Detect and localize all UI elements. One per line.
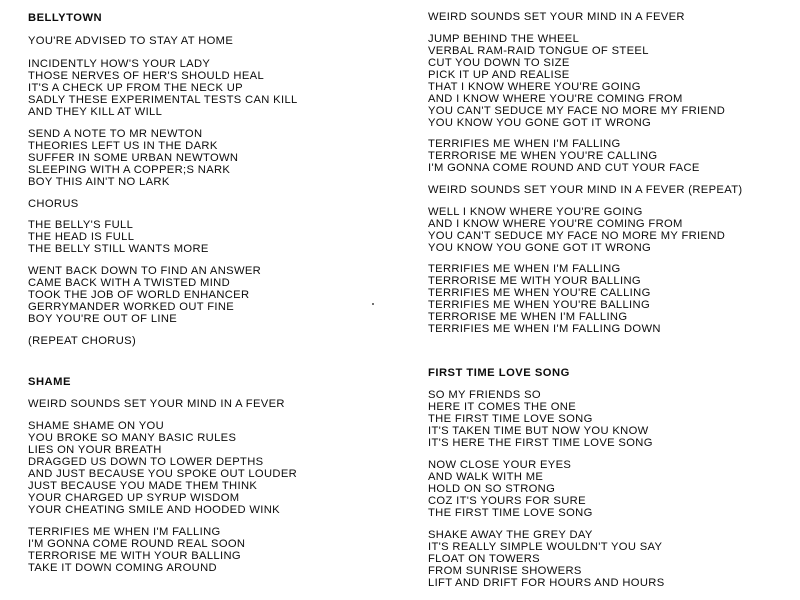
lyric-line: TOOK THE JOB OF WORLD ENHANCER xyxy=(28,289,250,301)
lyric-line: THEORIES LEFT US IN THE DARK xyxy=(28,140,218,152)
lyric-line: IT'S A CHECK UP FROM THE NECK UP xyxy=(28,82,243,94)
lyric-line: AND I KNOW WHERE YOU'RE COMING FROM xyxy=(428,218,683,230)
lyric-line: FROM SUNRISE SHOWERS xyxy=(428,565,582,577)
lyric-line: IT'S REALLY SIMPLE WOULDN'T YOU SAY xyxy=(428,541,663,553)
lyric-line: YOU BROKE SO MANY BASIC RULES xyxy=(28,432,237,444)
lyric-line: CAME BACK WITH A TWISTED MIND xyxy=(28,277,231,289)
lyric-line: AND WALK WITH ME xyxy=(428,471,544,483)
lyric-line: BOY YOU'RE OUT OF LINE xyxy=(28,313,178,325)
lyric-line: SUFFER IN SOME URBAN NEWTOWN xyxy=(28,152,239,164)
lyric-line: I'M GONNA COME ROUND REAL SOON xyxy=(28,538,246,550)
lyric-line: HERE IT COMES THE ONE xyxy=(428,401,577,413)
lyric-line: IT'S HERE THE FIRST TIME LOVE SONG xyxy=(428,437,653,449)
lyric-line: JUMP BEHIND THE WHEEL xyxy=(428,33,580,45)
lyric-line: YOU KNOW YOU GONE GOT IT WRONG xyxy=(428,242,652,254)
lyric-line: TERRIFIES ME WHEN I'M FALLING xyxy=(28,526,221,538)
lyric-line: GERRYMANDER WORKED OUT FINE xyxy=(28,301,235,313)
lyric-line: PICK IT UP AND REALISE xyxy=(428,69,570,81)
lyric-line: SHAME SHAME ON YOU xyxy=(28,420,165,432)
lyric-line: TERRORISE ME WHEN YOU'RE CALLING xyxy=(428,150,658,162)
lyric-line: YOU CAN'T SEDUCE MY FACE NO MORE MY FRIEND xyxy=(428,105,726,117)
lyric-line: YOU CAN'T SEDUCE MY FACE NO MORE MY FRIEND xyxy=(428,230,726,242)
lyric-line: IT'S TAKEN TIME BUT NOW YOU KNOW xyxy=(428,425,649,437)
lyric-line: YOU'RE ADVISED TO STAY AT HOME xyxy=(28,35,234,47)
lyric-line: THE FIRST TIME LOVE SONG xyxy=(428,507,593,519)
lyric-line: THE BELLY'S FULL xyxy=(28,219,134,231)
lyric-line: JUST BECAUSE YOU MADE THEM THINK xyxy=(28,480,258,492)
lyric-line: YOU KNOW YOU GONE GOT IT WRONG xyxy=(428,117,652,129)
lyric-line: TAKE IT DOWN COMING AROUND xyxy=(28,562,217,574)
lyric-line: SLEEPING WITH A COPPER;S NARK xyxy=(28,164,231,176)
lyric-line: COZ IT'S YOURS FOR SURE xyxy=(428,495,586,507)
repeat-chorus-note: (REPEAT CHORUS) xyxy=(28,335,137,347)
lyric-line: THAT I KNOW WHERE YOU'RE GOING xyxy=(428,81,641,93)
lyric-line: YOUR CHARGED UP SYRUP WISDOM xyxy=(28,492,240,504)
lyric-line: AND THEY KILL AT WILL xyxy=(28,106,163,118)
lyric-line: INCIDENTLY HOW'S YOUR LADY xyxy=(28,58,211,70)
lyric-line: VERBAL RAM-RAID TONGUE OF STEEL xyxy=(428,45,649,57)
lyric-line: HOLD ON SO STRONG xyxy=(428,483,556,495)
lyric-line: THE FIRST TIME LOVE SONG xyxy=(428,413,593,425)
lyric-line: FLOAT ON TOWERS xyxy=(428,553,540,565)
song-title: FIRST TIME LOVE SONG xyxy=(428,367,570,379)
lyric-line: TERRIFIES ME WHEN I'M FALLING xyxy=(428,263,621,275)
lyric-line: CUT YOU DOWN TO SIZE xyxy=(428,57,570,69)
lyric-line: TERRORISE ME WITH YOUR BALLING xyxy=(28,550,241,562)
lyric-line: SADLY THESE EXPERIMENTAL TESTS CAN KILL xyxy=(28,94,298,106)
lyric-line: DRAGGED US DOWN TO LOWER DEPTHS xyxy=(28,456,264,468)
lyric-line: TERRIFIES ME WHEN I'M FALLING DOWN xyxy=(428,323,661,335)
lyric-line: NOW CLOSE YOUR EYES xyxy=(428,459,572,471)
lyric-line: TERRIFIES ME WHEN YOU'RE BALLING xyxy=(428,299,650,311)
lyric-line: SHAKE AWAY THE GREY DAY xyxy=(428,529,593,541)
lyric-line: SEND A NOTE TO MR NEWTON xyxy=(28,128,203,140)
song-title: BELLYTOWN xyxy=(28,12,103,24)
lyric-line: TERRORISE ME WHEN I'M FALLING xyxy=(428,311,628,323)
lyric-line: LIFT AND DRIFT FOR HOURS AND HOURS xyxy=(428,577,665,589)
song-title: SHAME xyxy=(28,376,71,388)
lyric-line: THOSE NERVES OF HER'S SHOULD HEAL xyxy=(28,70,265,82)
lyric-line: BOY THIS AIN'T NO LARK xyxy=(28,176,170,188)
lyric-line: TERRIFIES ME WHEN I'M FALLING xyxy=(428,138,621,150)
lyric-line: AND JUST BECAUSE YOU SPOKE OUT LOUDER xyxy=(28,468,298,480)
lyric-line: AND I KNOW WHERE YOU'RE COMING FROM xyxy=(428,93,683,105)
lyric-line: WENT BACK DOWN TO FIND AN ANSWER xyxy=(28,265,262,277)
lyric-line: SO MY FRIENDS SO xyxy=(428,389,541,401)
lyric-line: WEIRD SOUNDS SET YOUR MIND IN A FEVER xyxy=(28,398,285,410)
lyric-line: THE HEAD IS FULL xyxy=(28,231,135,243)
lyric-line: TERRIFIES ME WHEN YOU'RE CALLING xyxy=(428,287,651,299)
lyric-line: WELL I KNOW WHERE YOU'RE GOING xyxy=(428,206,643,218)
song-title: WEIRD SOUNDS SET YOUR MIND IN A FEVER xyxy=(428,11,685,23)
lyric-line: TERRORISE ME WITH YOUR BALLING xyxy=(428,275,641,287)
lyric-line: I'M GONNA COME ROUND AND CUT YOUR FACE xyxy=(428,162,700,174)
chorus-label: CHORUS xyxy=(28,198,79,210)
scan-speck xyxy=(372,303,374,305)
lyric-line: THE BELLY STILL WANTS MORE xyxy=(28,243,209,255)
lyric-line: YOUR CHEATING SMILE AND HOODED WINK xyxy=(28,504,280,516)
lyric-line: LIES ON YOUR BREATH xyxy=(28,444,162,456)
lyric-line: WEIRD SOUNDS SET YOUR MIND IN A FEVER (REPEAT) xyxy=(428,184,743,196)
